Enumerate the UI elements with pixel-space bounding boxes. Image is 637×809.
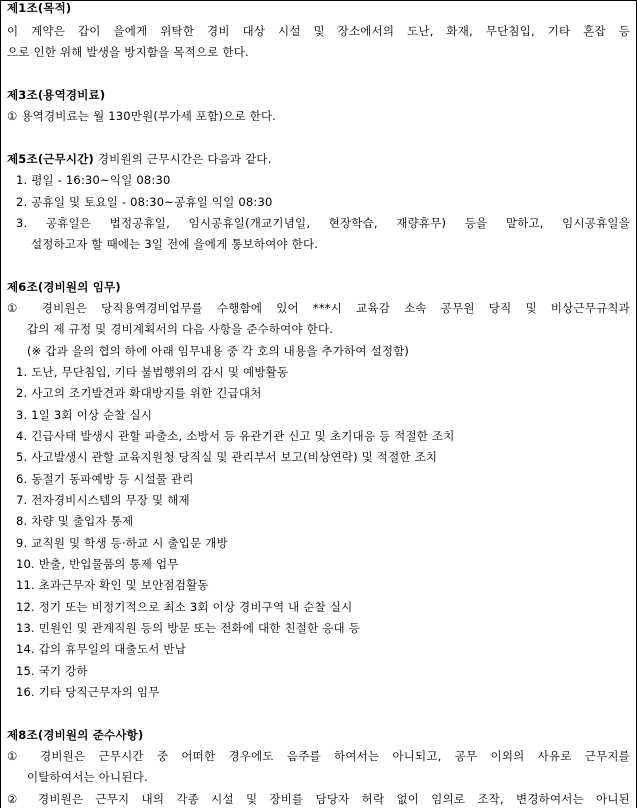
article-5-item-3-cont: 설정하고자 할 때에는 3일 전에 을에게 통보하여야 한다. — [31, 237, 319, 251]
article-8-line-1: ① 경비원은 근무시간 중 어떠한 경우에도 음주를 하여서는 아니되고, 공무 이외의 사유로 근무지를 — [7, 749, 630, 763]
article-6-item-16: 16. 기타 당직근무자의 임무 — [16, 685, 160, 699]
article-6-item-3: 3. 1일 3회 이상 순찰 실시 — [16, 408, 153, 422]
article-5-heading-rest: 경비원의 근무시간은 다음과 같다. — [93, 152, 272, 166]
article-5-heading-line — [7, 149, 630, 169]
article-6-item-7: 7. 전자경비시스템의 무장 및 해제 — [16, 493, 190, 507]
article-6-item-15: 15. 국기 강하 — [16, 664, 88, 678]
article-6-item-14: 14. 갑의 휴무일의 대출도서 반납 — [16, 642, 187, 656]
article-6-item-11: 11. 초과근무자 확인 및 보안점검활동 — [16, 578, 209, 592]
article-5-item-2: 2. 공휴일 및 토요일 - 08:30~공휴일 익일 08:30 — [16, 195, 273, 209]
article-1-line-1: 이 계약은 갑이 을에게 위탁한 경비 대상 시설 및 장소에서의 도난, 화재, 무단침입, 기타 혼잡 등 — [7, 24, 630, 38]
article-1-line-2: 으로 인한 위해 발생을 방지함을 목적으로 한다. — [7, 45, 249, 59]
article-6-item-5: 5. 사고발생시 관할 교육지원청 당직실 및 관리부서 보고(비상연락) 및 적절한 조치 — [16, 450, 438, 464]
article-5-item-1: 1. 평일 - 16:30~익일 08:30 — [16, 173, 171, 187]
article-6-item-2: 2. 사고의 조기발견과 확대방지를 위한 긴급대처 — [16, 386, 262, 400]
article-5-heading: 제5조(근무시간) — [7, 152, 94, 166]
article-6-item-8: 8. 차량 및 출입자 통제 — [16, 514, 134, 528]
article-6-item-4: 4. 긴급사태 발생시 관할 파출소, 소방서 등 유관기관 신고 및 초기대응 등 적절한 조치 — [16, 429, 455, 443]
article-6-item-10: 10. 반출, 반입물품의 통제 업무 — [16, 557, 179, 571]
article-6-item-6: 6. 동절기 동파예방 등 시설물 관리 — [16, 472, 194, 486]
article-6-item-13: 13. 민원인 및 관계직원 등의 방문 또는 전화에 대한 친절한 응대 등 — [16, 621, 361, 635]
article-8-heading: 제8조(경비원의 준수사항) — [7, 728, 144, 742]
article-6-intro-3: (※ 갑과 을의 협의 하에 아래 임무내용 중 각 호의 내용을 추가하여 설정함) — [27, 344, 410, 358]
article-6-item-1: 1. 도난, 무단침입, 기타 불법행위의 감시 및 예방활동 — [16, 365, 289, 379]
article-6-item-9: 9. 교직원 및 학생 등·하교 시 출입문 개방 — [16, 536, 228, 550]
article-6-heading: 제6조(경비원의 임무) — [7, 280, 121, 294]
article-6-item-12: 12. 정기 또는 비정기적으로 최소 3회 이상 경비구역 내 순찰 실시 — [16, 600, 353, 614]
article-1-heading: 제1조(목적) — [7, 1, 72, 15]
article-6-intro-1: ① 경비원은 당직용역경비업무를 수행함에 있어 ***시 교육감 소속 공무원 당직 및 비상근무규칙과 — [7, 301, 630, 315]
article-5-item-3: 3. 공휴일은 법정공휴일, 임시공휴일(개교기념일, 현장학습, 재량휴무) 등을 말하고, 임시공휴일을 — [16, 216, 630, 230]
article-8-line-3: ② 경비원은 근무지 내의 각종 시설 및 장비를 담당자 허락 없이 임의로 조작, 변경하여서는 아니된 — [7, 792, 630, 806]
article-6-intro-2: 갑의 제 규정 및 경비계획서의 다음 사항을 준수하여야 한다. — [27, 322, 334, 336]
article-3-line-1: ① 용역경비료는 월 130만원(부가세 포함)으로 한다. — [7, 109, 277, 123]
article-3-heading: 제3조(용역경비료) — [7, 88, 106, 102]
article-8-line-2: 이탈하여서는 아니된다. — [27, 770, 148, 784]
